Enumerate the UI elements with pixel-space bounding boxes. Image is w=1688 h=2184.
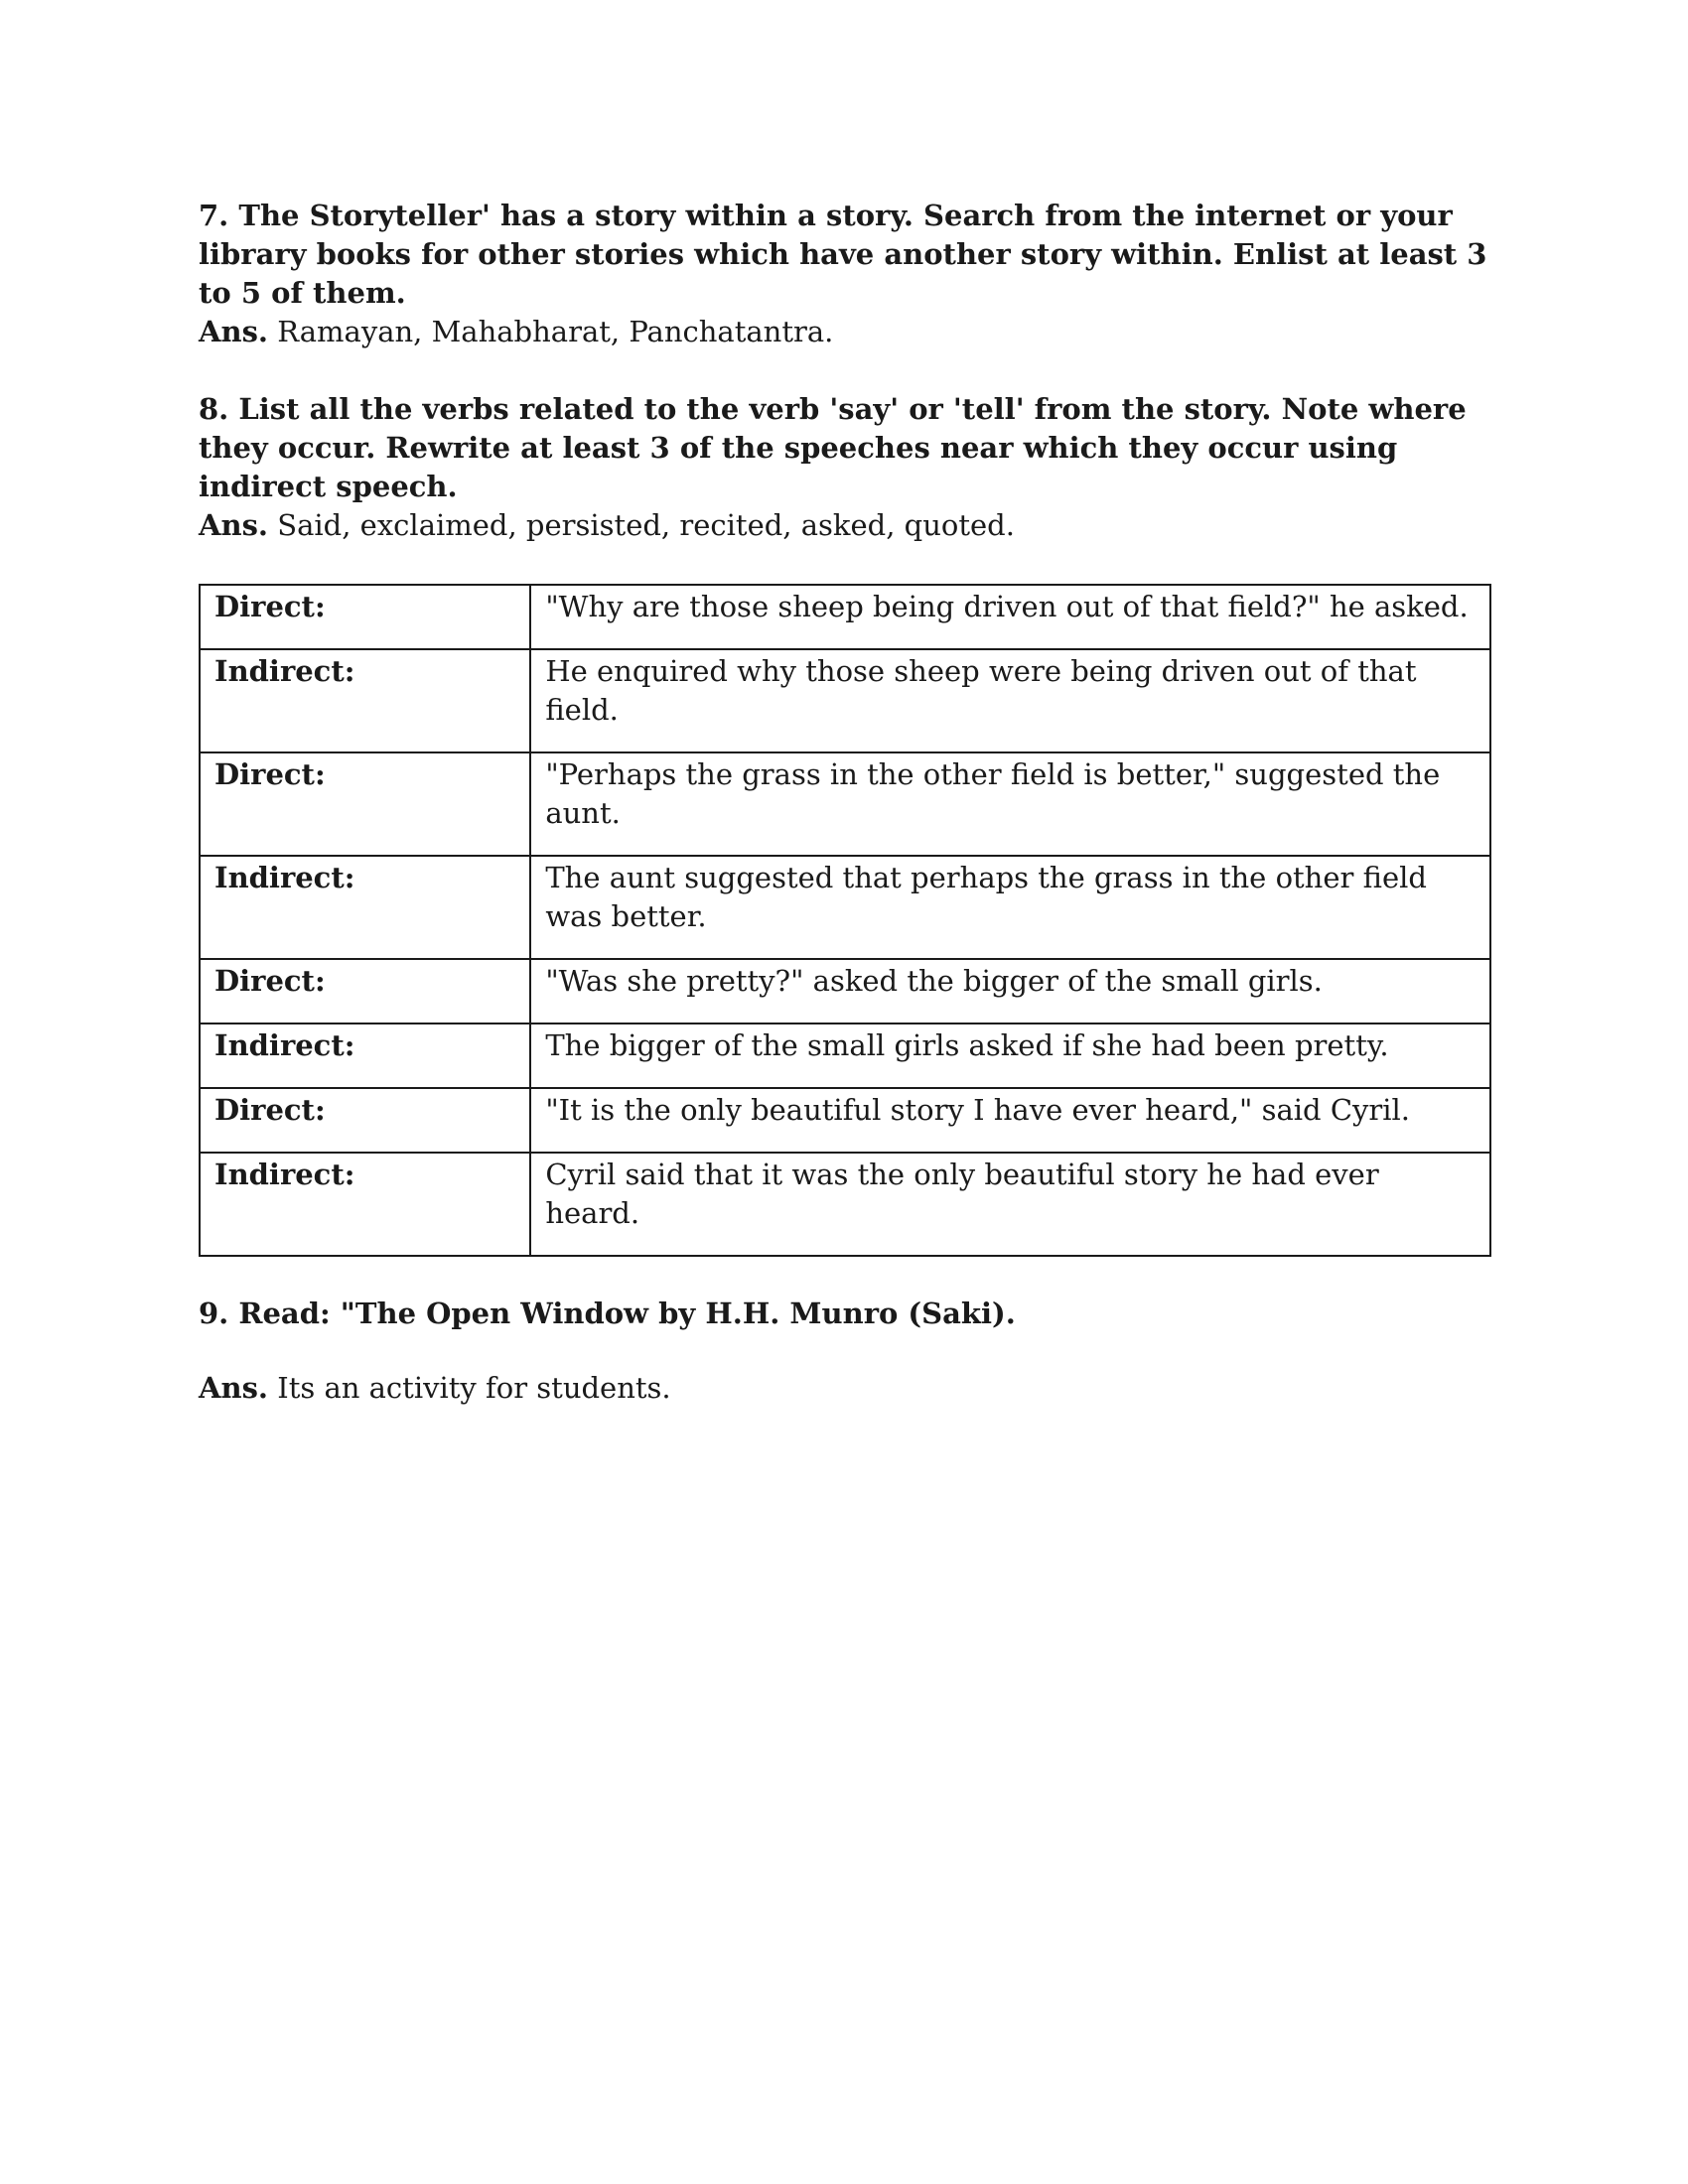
question-7: 7. The Storyteller' has a story within a story. Search from the internet or your library books for other stories which have another story within. Enlist at least 3 to 5 of them.	[199, 199, 1487, 310]
speech-text: He enquired why those sheep were being driven out of that field.	[530, 649, 1490, 752]
speech-text: The bigger of the small girls asked if she had been pretty.	[530, 1024, 1490, 1088]
speech-table	[199, 584, 1491, 1257]
table-row	[200, 1024, 1490, 1088]
speech-type-label: Indirect:	[200, 649, 530, 752]
table-row	[200, 959, 1490, 1024]
answer-label: Ans.	[199, 1371, 269, 1405]
table-row	[200, 649, 1490, 752]
answer-7	[199, 313, 1489, 351]
speech-text: "Was she pretty?" asked the bigger of the small girls.	[530, 959, 1490, 1024]
table-row	[200, 585, 1490, 649]
question-9: 9. Read: "The Open Window by H.H. Munro (Saki).	[199, 1297, 1016, 1330]
answer-text: Its an activity for students.	[268, 1371, 671, 1405]
speech-type-label: Indirect:	[200, 856, 530, 959]
speech-text: Cyril said that it was the only beautiful story he had ever heard.	[530, 1153, 1490, 1256]
speech-type-label: Indirect:	[200, 1153, 530, 1256]
table-row	[200, 752, 1490, 856]
speech-type-label: Direct:	[200, 1088, 530, 1153]
speech-text: "Perhaps the grass in the other field is better," suggested the aunt.	[530, 752, 1490, 856]
speech-type-label: Indirect:	[200, 1024, 530, 1088]
answer-label: Ans.	[199, 508, 269, 542]
answer-text: Said, exclaimed, persisted, recited, asked, quoted.	[268, 508, 1015, 542]
speech-type-label: Direct:	[200, 585, 530, 649]
document-page	[199, 197, 1489, 1408]
answer-text: Ramayan, Mahabharat, Panchatantra.	[268, 315, 834, 348]
answer-9	[199, 1369, 1489, 1408]
speech-type-label: Direct:	[200, 752, 530, 856]
question-8: 8. List all the verbs related to the verb 'say' or 'tell' from the story. Note where they occur. Rewrite at least 3 of the speeches near which they occur using indirect speech.	[199, 392, 1467, 503]
speech-type-label: Direct:	[200, 959, 530, 1024]
answer-8	[199, 506, 1489, 545]
table-row	[200, 1088, 1490, 1153]
speech-text: "It is the only beautiful story I have ever heard," said Cyril.	[530, 1088, 1490, 1153]
table-row	[200, 1153, 1490, 1256]
speech-text: "Why are those sheep being driven out of that field?" he asked.	[530, 585, 1490, 649]
speech-text: The aunt suggested that perhaps the grass in the other field was better.	[530, 856, 1490, 959]
answer-label: Ans.	[199, 315, 269, 348]
table-row	[200, 856, 1490, 959]
